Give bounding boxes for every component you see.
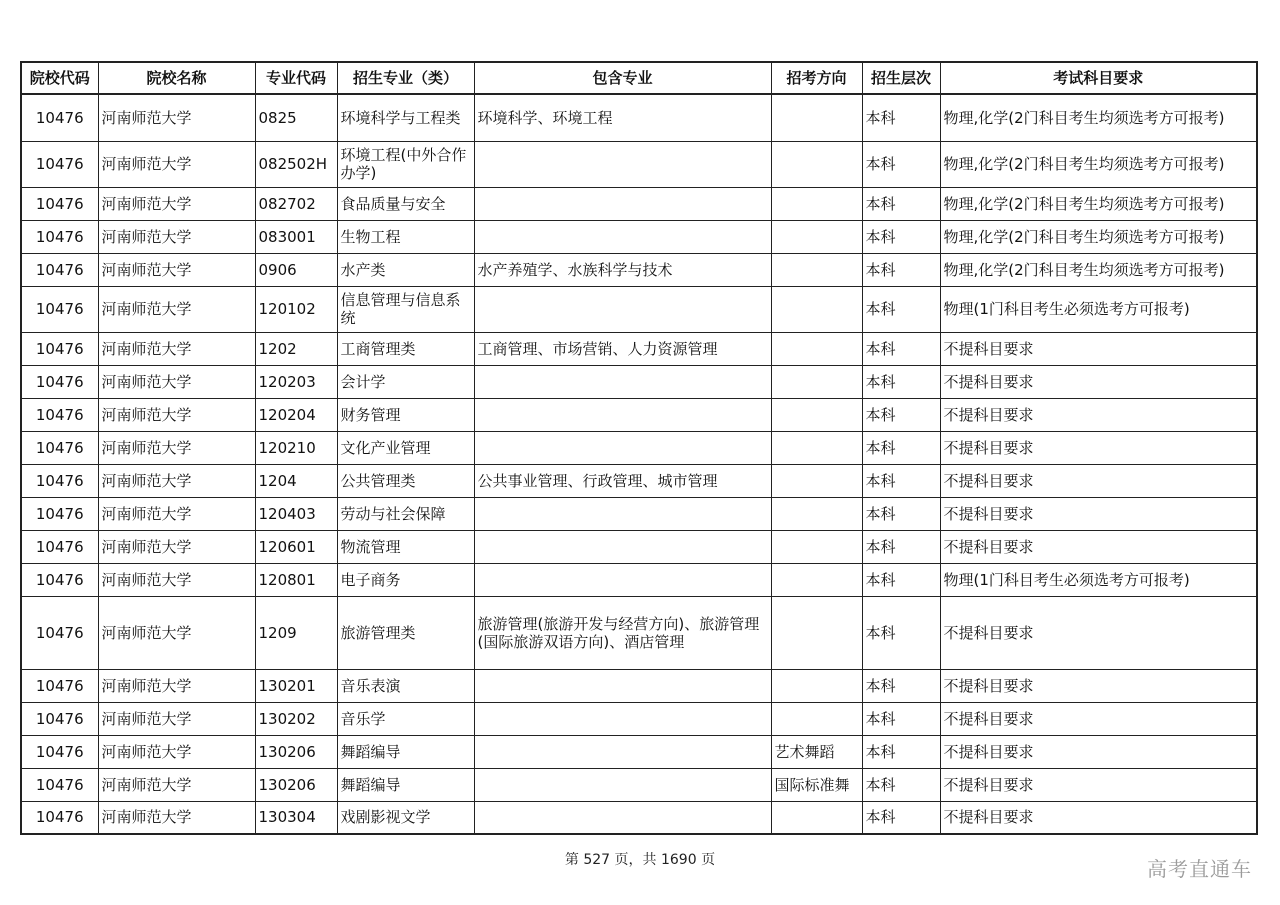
- cell-included-majors: [474, 431, 771, 464]
- cell-level: 本科: [862, 332, 940, 365]
- cell-school-code: 10476: [21, 768, 98, 801]
- cell-major-category: 文化产业管理: [337, 431, 474, 464]
- cell-major-category: 舞蹈编导: [337, 768, 474, 801]
- cell-school-name: 河南师范大学: [98, 365, 255, 398]
- cell-direction: [771, 365, 862, 398]
- cell-subject-requirements: 不提科目要求: [940, 596, 1257, 669]
- cell-direction: [771, 220, 862, 253]
- cell-included-majors: [474, 187, 771, 220]
- cell-school-name: 河南师范大学: [98, 398, 255, 431]
- cell-subject-requirements: 物理,化学(2门科目考生均须选考方可报考): [940, 94, 1257, 141]
- cell-school-code: 10476: [21, 669, 98, 702]
- table-row: [21, 669, 1257, 702]
- cell-major-code: 082502H: [255, 141, 337, 187]
- cell-school-name: 河南师范大学: [98, 669, 255, 702]
- cell-school-name: 河南师范大学: [98, 702, 255, 735]
- header-direction: 招考方向: [771, 62, 862, 94]
- cell-level: 本科: [862, 669, 940, 702]
- cell-subject-requirements: 不提科目要求: [940, 768, 1257, 801]
- cell-school-code: 10476: [21, 702, 98, 735]
- cell-included-majors: 旅游管理(旅游开发与经营方向)、旅游管理(国际旅游双语方向)、酒店管理: [474, 596, 771, 669]
- table-row: [21, 702, 1257, 735]
- cell-level: 本科: [862, 94, 940, 141]
- cell-included-majors: [474, 530, 771, 563]
- cell-school-code: 10476: [21, 253, 98, 286]
- cell-school-code: 10476: [21, 398, 98, 431]
- table-row: [21, 431, 1257, 464]
- table-row: [21, 530, 1257, 563]
- cell-level: 本科: [862, 530, 940, 563]
- cell-included-majors: [474, 768, 771, 801]
- cell-subject-requirements: 不提科目要求: [940, 464, 1257, 497]
- cell-major-code: 1202: [255, 332, 337, 365]
- cell-school-name: 河南师范大学: [98, 253, 255, 286]
- cell-school-name: 河南师范大学: [98, 141, 255, 187]
- cell-included-majors: [474, 220, 771, 253]
- cell-major-category: 公共管理类: [337, 464, 474, 497]
- cell-major-code: 120601: [255, 530, 337, 563]
- cell-school-name: 河南师范大学: [98, 735, 255, 768]
- table-header-row: [21, 62, 1257, 94]
- cell-subject-requirements: 物理(1门科目考生必须选考方可报考): [940, 286, 1257, 332]
- cell-subject-requirements: 不提科目要求: [940, 801, 1257, 834]
- cell-school-name: 河南师范大学: [98, 530, 255, 563]
- cell-major-code: 082702: [255, 187, 337, 220]
- table-row: [21, 286, 1257, 332]
- cell-direction: [771, 596, 862, 669]
- cell-school-code: 10476: [21, 220, 98, 253]
- cell-level: 本科: [862, 702, 940, 735]
- cell-included-majors: [474, 669, 771, 702]
- cell-included-majors: [474, 735, 771, 768]
- cell-major-code: 130202: [255, 702, 337, 735]
- cell-major-category: 生物工程: [337, 220, 474, 253]
- table-row: [21, 398, 1257, 431]
- admission-table: [20, 61, 1258, 835]
- table-row: [21, 563, 1257, 596]
- cell-school-name: 河南师范大学: [98, 464, 255, 497]
- header-included-majors: 包含专业: [474, 62, 771, 94]
- cell-level: 本科: [862, 431, 940, 464]
- cell-school-name: 河南师范大学: [98, 596, 255, 669]
- cell-school-name: 河南师范大学: [98, 801, 255, 834]
- cell-direction: 国际标准舞: [771, 768, 862, 801]
- cell-direction: [771, 187, 862, 220]
- table-row: [21, 332, 1257, 365]
- table-row: [21, 596, 1257, 669]
- cell-subject-requirements: 物理,化学(2门科目考生均须选考方可报考): [940, 187, 1257, 220]
- cell-school-code: 10476: [21, 141, 98, 187]
- cell-major-code: 120210: [255, 431, 337, 464]
- cell-major-category: 环境工程(中外合作办学): [337, 141, 474, 187]
- table-row: [21, 253, 1257, 286]
- cell-school-name: 河南师范大学: [98, 431, 255, 464]
- cell-major-category: 信息管理与信息系统: [337, 286, 474, 332]
- cell-major-code: 1209: [255, 596, 337, 669]
- cell-major-category: 工商管理类: [337, 332, 474, 365]
- cell-major-code: 0825: [255, 94, 337, 141]
- cell-school-code: 10476: [21, 332, 98, 365]
- cell-school-code: 10476: [21, 431, 98, 464]
- cell-direction: [771, 286, 862, 332]
- table-row: [21, 768, 1257, 801]
- cell-subject-requirements: 物理,化学(2门科目考生均须选考方可报考): [940, 141, 1257, 187]
- page-number: 第 527 页，共 1690 页: [564, 852, 716, 868]
- cell-school-code: 10476: [21, 94, 98, 141]
- cell-direction: [771, 801, 862, 834]
- cell-subject-requirements: 不提科目要求: [940, 497, 1257, 530]
- cell-major-code: 120203: [255, 365, 337, 398]
- table-body: [21, 94, 1257, 834]
- cell-major-category: 舞蹈编导: [337, 735, 474, 768]
- cell-level: 本科: [862, 768, 940, 801]
- cell-major-code: 0906: [255, 253, 337, 286]
- table-row: [21, 801, 1257, 834]
- header-subject-requirements: 考试科目要求: [940, 62, 1257, 94]
- cell-major-category: 财务管理: [337, 398, 474, 431]
- cell-level: 本科: [862, 398, 940, 431]
- cell-level: 本科: [862, 735, 940, 768]
- cell-subject-requirements: 不提科目要求: [940, 735, 1257, 768]
- cell-direction: [771, 669, 862, 702]
- cell-major-category: 劳动与社会保障: [337, 497, 474, 530]
- cell-included-majors: 水产养殖学、水族科学与技术: [474, 253, 771, 286]
- cell-subject-requirements: 不提科目要求: [940, 365, 1257, 398]
- cell-level: 本科: [862, 464, 940, 497]
- cell-major-code: 130206: [255, 768, 337, 801]
- cell-major-category: 音乐表演: [337, 669, 474, 702]
- table-row: [21, 94, 1257, 141]
- cell-direction: [771, 563, 862, 596]
- cell-direction: [771, 464, 862, 497]
- cell-major-code: 130206: [255, 735, 337, 768]
- cell-major-code: 083001: [255, 220, 337, 253]
- cell-level: 本科: [862, 253, 940, 286]
- cell-level: 本科: [862, 286, 940, 332]
- table-row: [21, 220, 1257, 253]
- cell-direction: [771, 141, 862, 187]
- header-major-code: 专业代码: [255, 62, 337, 94]
- cell-school-code: 10476: [21, 801, 98, 834]
- cell-subject-requirements: 物理,化学(2门科目考生均须选考方可报考): [940, 253, 1257, 286]
- cell-major-code: 130304: [255, 801, 337, 834]
- table-row: [21, 497, 1257, 530]
- header-major-category: 招生专业（类）: [337, 62, 474, 94]
- cell-major-category: 电子商务: [337, 563, 474, 596]
- cell-included-majors: 工商管理、市场营销、人力资源管理: [474, 332, 771, 365]
- cell-subject-requirements: 不提科目要求: [940, 669, 1257, 702]
- cell-included-majors: [474, 801, 771, 834]
- cell-school-name: 河南师范大学: [98, 768, 255, 801]
- cell-major-category: 会计学: [337, 365, 474, 398]
- cell-direction: [771, 530, 862, 563]
- cell-direction: 艺术舞蹈: [771, 735, 862, 768]
- cell-level: 本科: [862, 220, 940, 253]
- cell-school-code: 10476: [21, 596, 98, 669]
- cell-school-code: 10476: [21, 497, 98, 530]
- table-row: [21, 141, 1257, 187]
- cell-direction: [771, 253, 862, 286]
- cell-major-code: 1204: [255, 464, 337, 497]
- cell-included-majors: 公共事业管理、行政管理、城市管理: [474, 464, 771, 497]
- table-row: [21, 735, 1257, 768]
- cell-level: 本科: [862, 187, 940, 220]
- cell-major-code: 120801: [255, 563, 337, 596]
- cell-subject-requirements: 不提科目要求: [940, 398, 1257, 431]
- cell-subject-requirements: 不提科目要求: [940, 702, 1257, 735]
- cell-included-majors: [474, 365, 771, 398]
- cell-major-code: 120204: [255, 398, 337, 431]
- cell-major-category: 物流管理: [337, 530, 474, 563]
- cell-included-majors: 环境科学、环境工程: [474, 94, 771, 141]
- cell-major-category: 食品质量与安全: [337, 187, 474, 220]
- cell-included-majors: [474, 702, 771, 735]
- header-level: 招生层次: [862, 62, 940, 94]
- cell-level: 本科: [862, 365, 940, 398]
- table-row: [21, 365, 1257, 398]
- cell-major-category: 音乐学: [337, 702, 474, 735]
- cell-school-code: 10476: [21, 464, 98, 497]
- cell-school-name: 河南师范大学: [98, 497, 255, 530]
- cell-school-code: 10476: [21, 735, 98, 768]
- cell-level: 本科: [862, 801, 940, 834]
- cell-school-code: 10476: [21, 365, 98, 398]
- cell-included-majors: [474, 141, 771, 187]
- cell-school-name: 河南师范大学: [98, 563, 255, 596]
- cell-direction: [771, 398, 862, 431]
- cell-school-code: 10476: [21, 530, 98, 563]
- cell-subject-requirements: 物理,化学(2门科目考生均须选考方可报考): [940, 220, 1257, 253]
- cell-included-majors: [474, 398, 771, 431]
- header-school-code: 院校代码: [21, 62, 98, 94]
- cell-major-category: 戏剧影视文学: [337, 801, 474, 834]
- cell-direction: [771, 94, 862, 141]
- cell-subject-requirements: 物理(1门科目考生必须选考方可报考): [940, 563, 1257, 596]
- cell-included-majors: [474, 497, 771, 530]
- cell-major-code: 120102: [255, 286, 337, 332]
- cell-level: 本科: [862, 596, 940, 669]
- cell-school-name: 河南师范大学: [98, 94, 255, 141]
- cell-subject-requirements: 不提科目要求: [940, 431, 1257, 464]
- header-school-name: 院校名称: [98, 62, 255, 94]
- cell-school-code: 10476: [21, 187, 98, 220]
- cell-major-category: 水产类: [337, 253, 474, 286]
- cell-school-name: 河南师范大学: [98, 332, 255, 365]
- cell-included-majors: [474, 563, 771, 596]
- cell-school-code: 10476: [21, 563, 98, 596]
- cell-direction: [771, 332, 862, 365]
- cell-direction: [771, 431, 862, 464]
- cell-major-category: 旅游管理类: [337, 596, 474, 669]
- cell-level: 本科: [862, 563, 940, 596]
- cell-level: 本科: [862, 497, 940, 530]
- table-row: [21, 464, 1257, 497]
- cell-major-category: 环境科学与工程类: [337, 94, 474, 141]
- cell-school-name: 河南师范大学: [98, 286, 255, 332]
- cell-school-name: 河南师范大学: [98, 220, 255, 253]
- cell-subject-requirements: 不提科目要求: [940, 332, 1257, 365]
- cell-direction: [771, 702, 862, 735]
- cell-direction: [771, 497, 862, 530]
- cell-school-code: 10476: [21, 286, 98, 332]
- table-row: [21, 187, 1257, 220]
- cell-major-code: 130201: [255, 669, 337, 702]
- cell-school-name: 河南师范大学: [98, 187, 255, 220]
- cell-subject-requirements: 不提科目要求: [940, 530, 1257, 563]
- watermark-logo: 高考直通车: [1147, 857, 1252, 881]
- cell-included-majors: [474, 286, 771, 332]
- cell-level: 本科: [862, 141, 940, 187]
- cell-major-code: 120403: [255, 497, 337, 530]
